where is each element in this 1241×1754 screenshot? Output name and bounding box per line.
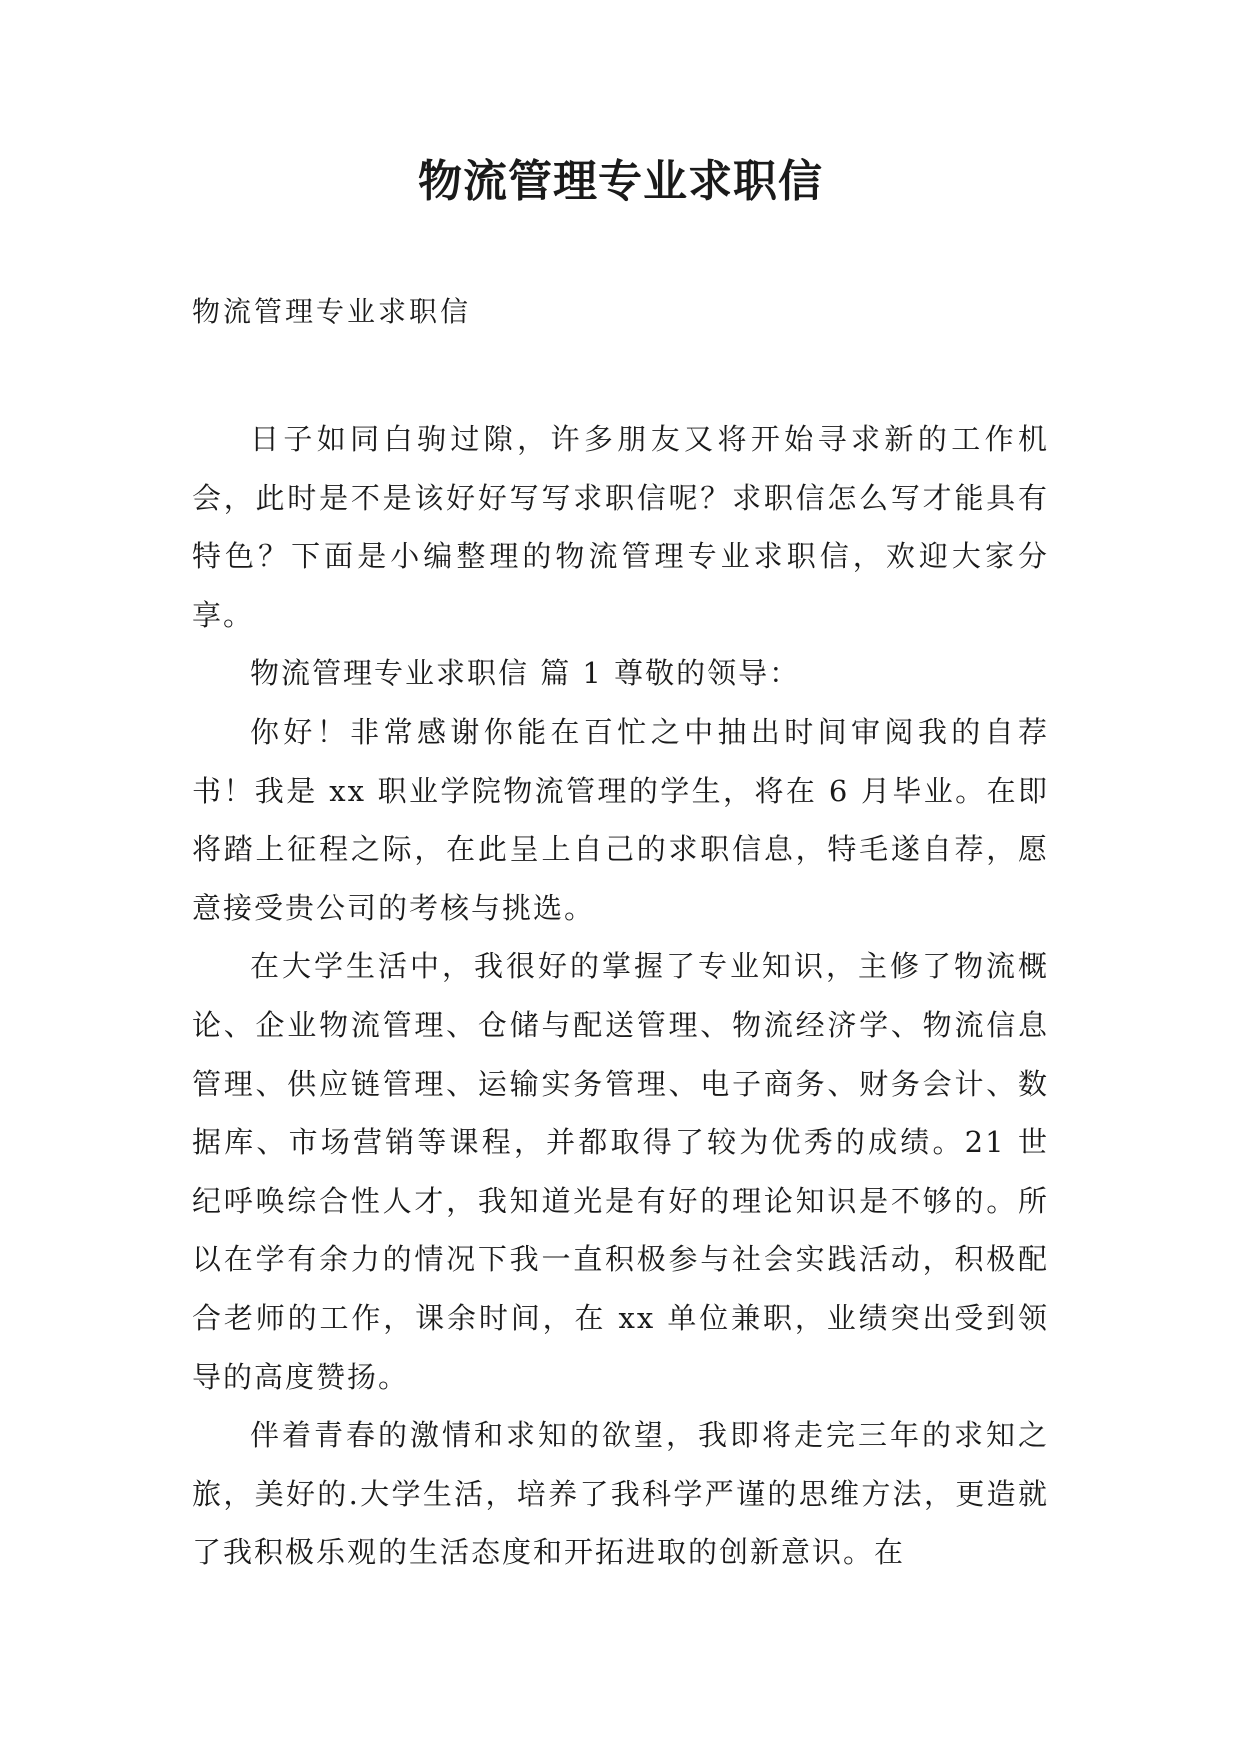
paragraph-greeting: 你好！非常感谢你能在百忙之中抽出时间审阅我的自荐书！我是 xx 职业学院物流管理的学生，将在 6 月毕业。在即将踏上征程之际，在此呈上自己的求职信息，特毛遂自荐，愿意接受贵公司的考核与挑选。 xyxy=(192,714,1049,925)
paragraph-youth: 伴着青春的激情和求知的欲望，我即将走完三年的求知之旅，美好的.大学生活，培养了我科学严谨的思维方法，更造就了我积极乐观的生活态度和开拓进取的创新意识。在 xyxy=(192,1418,1049,1570)
paragraph-salutation: 物流管理专业求职信 篇 1 尊敬的领导： xyxy=(250,656,801,691)
document-subtitle: 物流管理专业求职信 xyxy=(192,295,472,328)
paragraph-studies: 在大学生活中，我很好的掌握了专业知识，主修了物流概论、企业物流管理、仓储与配送管理、物流经济学、物流信息管理、供应链管理、运输实务管理、电子商务、财务会计、数据库、市场营销等课程，并都取得了较为优秀的成绩。21 世纪呼唤综合性人才，我知道光是有好的理论知识是不够的。所以在学有余力的情况下我一直积极参与社会实践活动，积极配合老师的工作，课余时间，在 xx 单位兼职，业绩突出受到领导的高度赞扬。 xyxy=(192,949,1049,1394)
paragraph-intro: 日子如同白驹过隙，许多朋友又将开始寻求新的工作机会，此时是不是该好好写写求职信呢？求职信怎么写才能具有特色？下面是小编整理的物流管理专业求职信，欢迎大家分享。 xyxy=(192,422,1049,632)
document-title: 物流管理专业求职信 xyxy=(418,156,823,207)
document-body xyxy=(192,410,1049,1582)
